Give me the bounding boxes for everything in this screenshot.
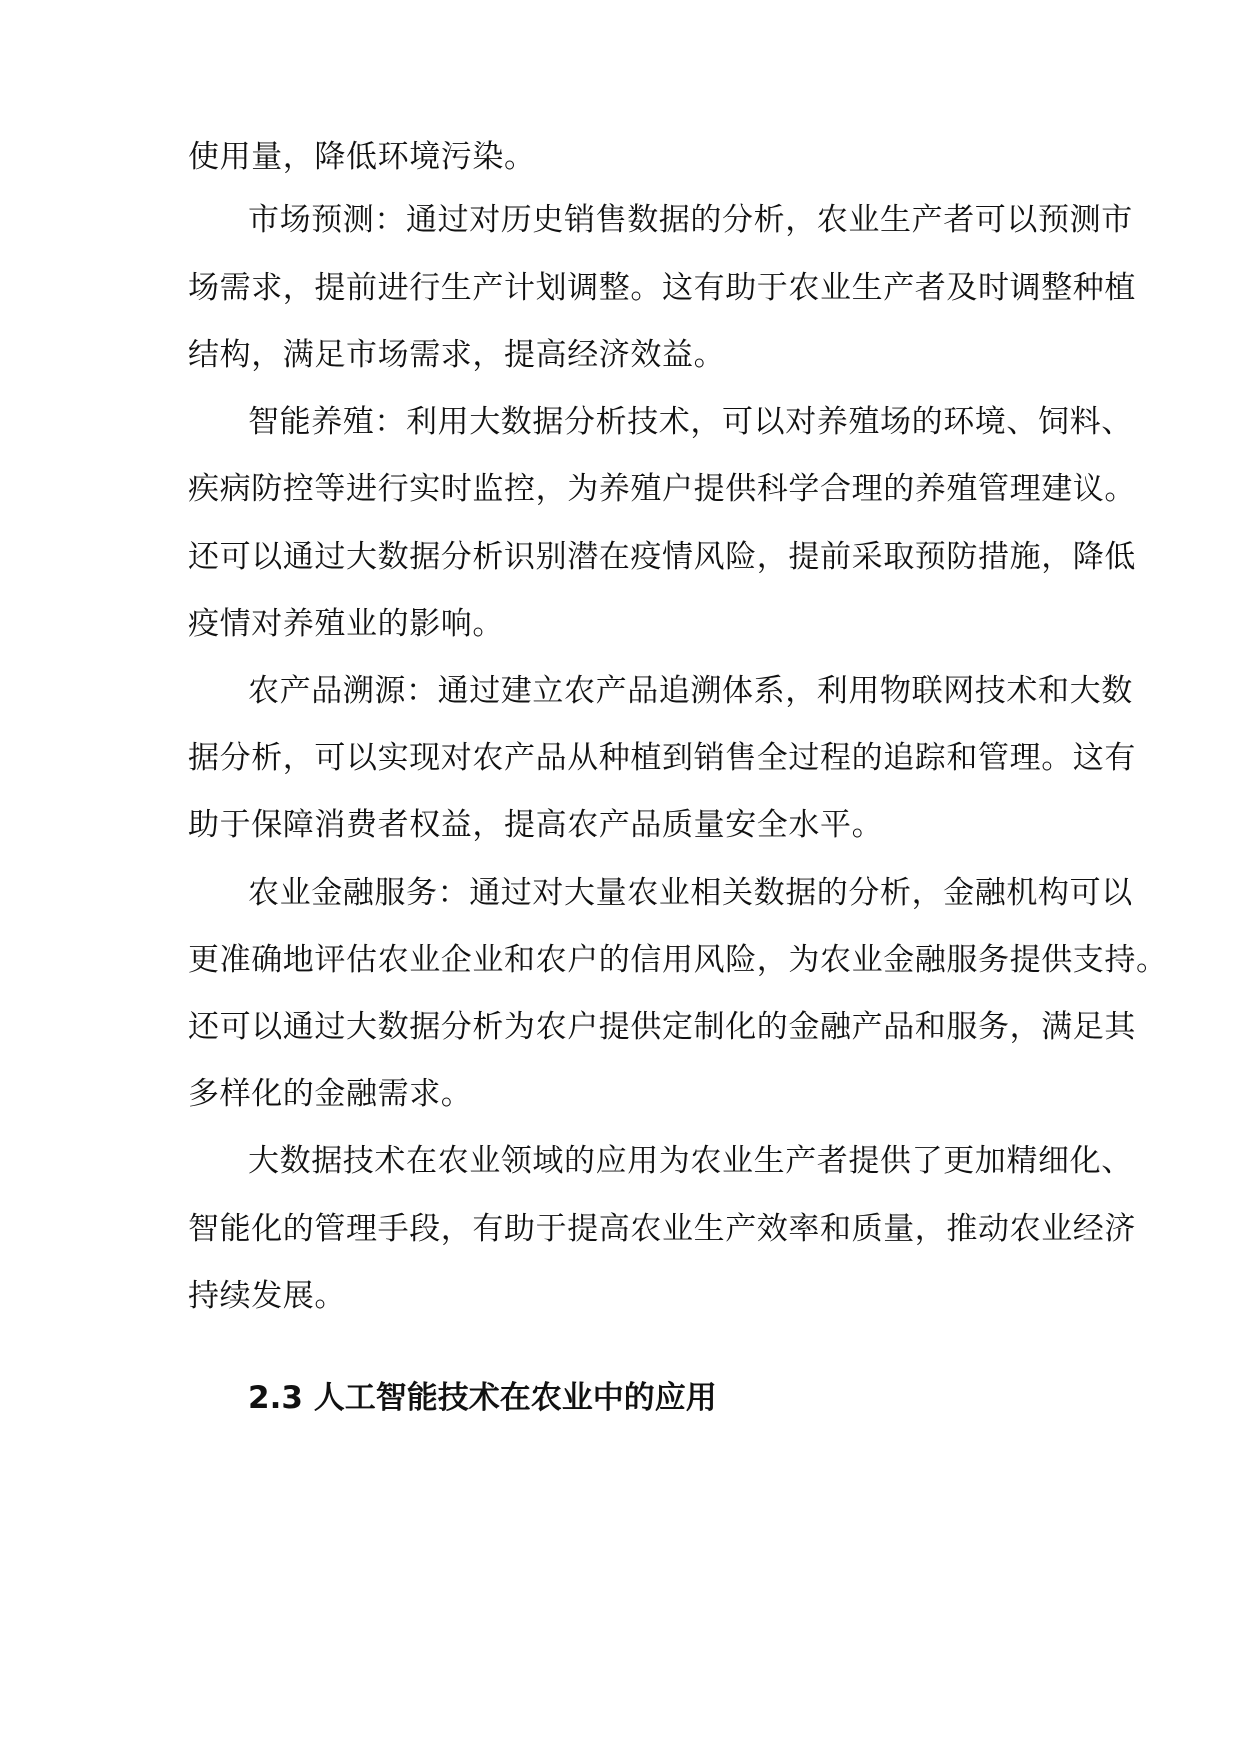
paragraph-line: 农业金融服务：通过对大量农业相关数据的分析，金融机构可以 <box>248 875 1133 911</box>
paragraph-line: 更准确地评估农业企业和农户的信用风险，为农业金融服务提供支持。 <box>188 942 1168 978</box>
section-heading: 2.3 人工智能技术在农业中的应用 <box>248 1380 717 1416</box>
paragraph-line: 大数据技术在农业领域的应用为农业生产者提供了更加精细化、 <box>248 1143 1133 1179</box>
paragraph-line: 结构，满足市场需求，提高经济效益。 <box>188 337 726 373</box>
paragraph-line: 还可以通过大数据分析为农户提供定制化的金融产品和服务，满足其 <box>188 1009 1136 1045</box>
paragraph-line: 多样化的金融需求。 <box>188 1076 473 1112</box>
paragraph-line: 智能化的管理手段，有助于提高农业生产效率和质量，推动农业经济 <box>188 1211 1136 1247</box>
paragraph-line: 疫情对养殖业的影响。 <box>188 606 504 642</box>
paragraph-line: 智能养殖：利用大数据分析技术，可以对养殖场的环境、饲料、 <box>248 404 1133 440</box>
paragraph-line: 疾病防控等进行实时监控，为养殖户提供科学合理的养殖管理建议。 <box>188 471 1136 507</box>
paragraph-line: 助于保障消费者权益，提高农产品质量安全水平。 <box>188 807 884 843</box>
paragraph-line: 使用量，降低环境污染。 <box>188 139 536 175</box>
paragraph-line: 还可以通过大数据分析识别潜在疫情风险，提前采取预防措施，降低 <box>188 539 1136 575</box>
paragraph-line: 市场预测：通过对历史销售数据的分析，农业生产者可以预测市 <box>248 202 1133 238</box>
paragraph-line: 场需求，提前进行生产计划调整。这有助于农业生产者及时调整种植 <box>188 270 1136 306</box>
paragraph-line: 农产品溯源：通过建立农产品追溯体系，利用物联网技术和大数 <box>248 673 1133 709</box>
paragraph-line: 持续发展。 <box>188 1278 346 1314</box>
paragraph-line: 据分析，可以实现对农产品从种植到销售全过程的追踪和管理。这有 <box>188 740 1136 776</box>
